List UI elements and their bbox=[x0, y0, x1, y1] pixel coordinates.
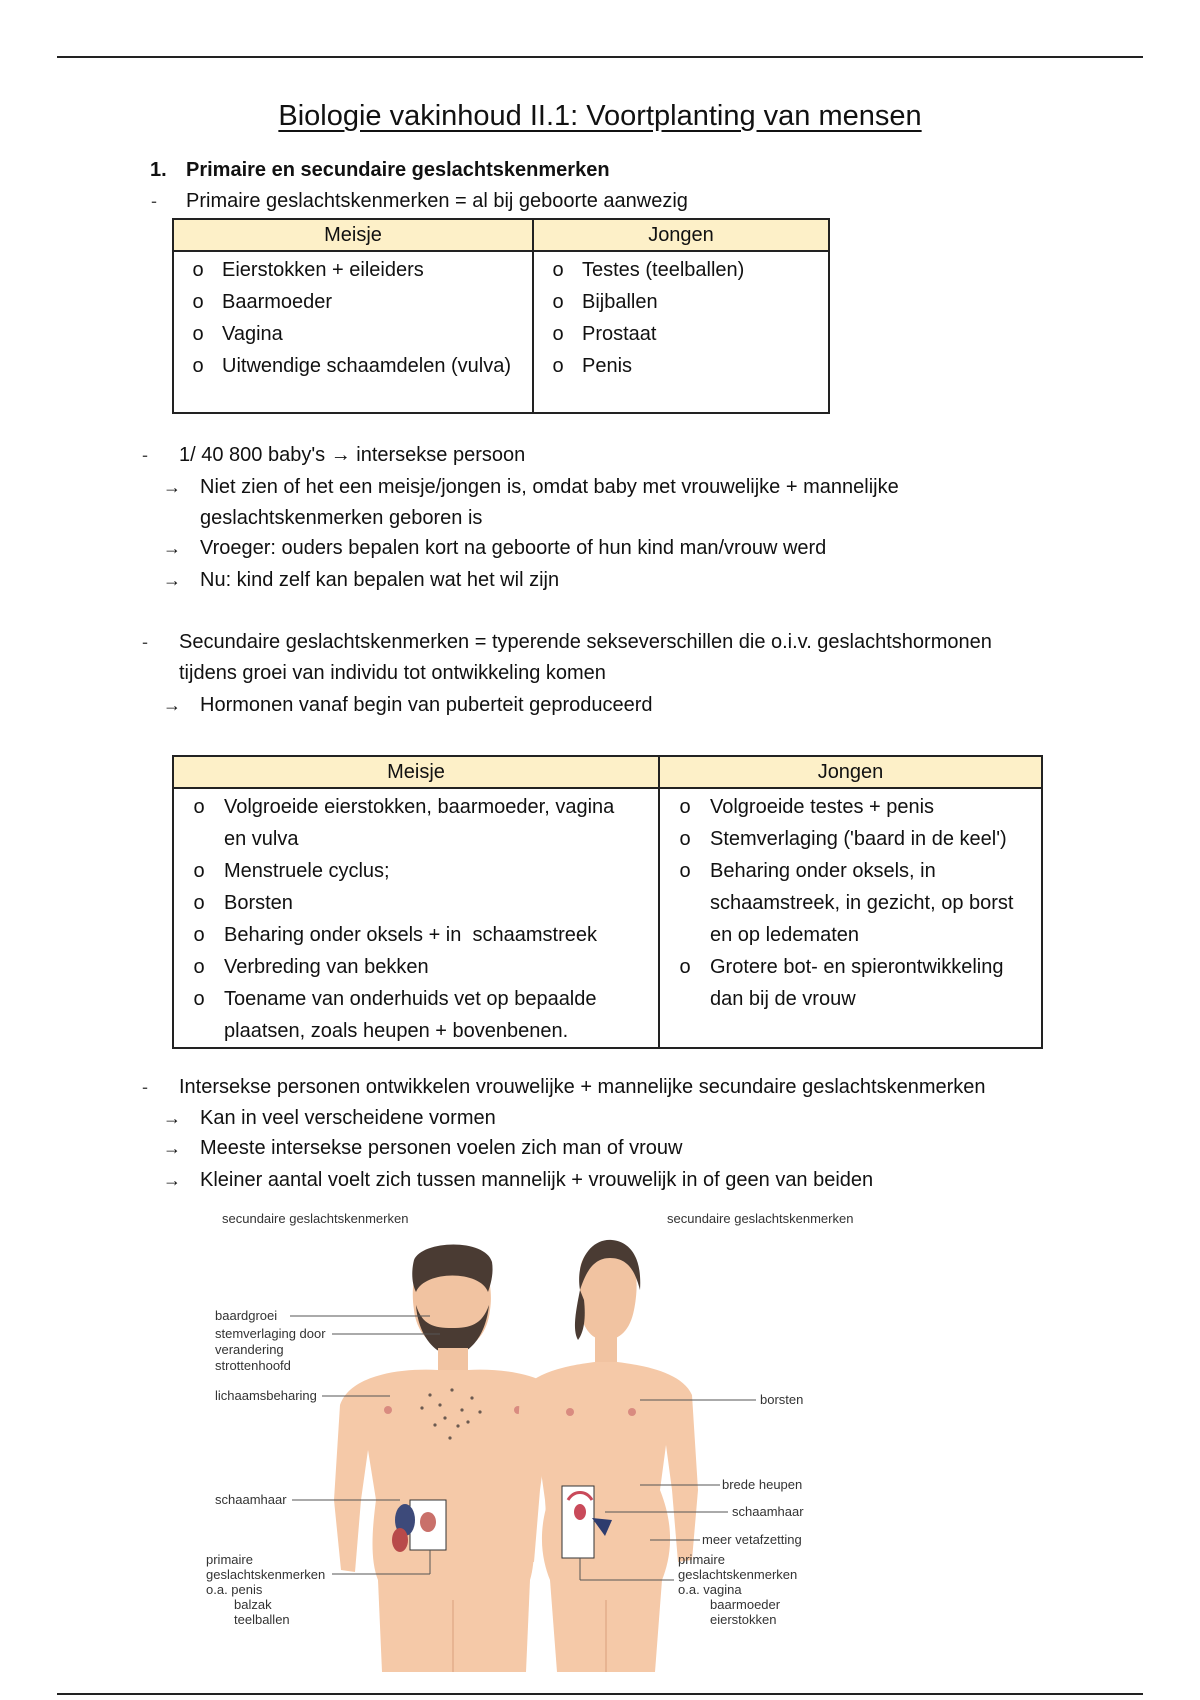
female-body-illustration bbox=[514, 1240, 698, 1672]
intersex-point: Niet zien of het een meisje/jongen is, omdat baby met vrouwelijke + mannelijke bbox=[200, 476, 899, 498]
list-item: o Volgroeide eierstokken, baarmoeder, vagina en vulva bbox=[193, 796, 615, 850]
list-item: o Verbreding van bekken bbox=[193, 956, 429, 978]
list-item: o Beharing onder oksels + in schaamstreek bbox=[193, 924, 597, 946]
female-label-primary: baarmoeder bbox=[710, 1597, 781, 1612]
page-title: Biologie vakinhoud II.1: Voortplanting van mensen bbox=[278, 100, 922, 132]
female-label-pubic: schaamhaar bbox=[732, 1504, 804, 1519]
list-item: o Bijballen bbox=[552, 291, 658, 313]
list-item: o Uitwendige schaamdelen (vulva) bbox=[192, 355, 512, 377]
male-label-beard: baardgroei bbox=[215, 1308, 278, 1323]
intersex-point: Vroeger: ouders bepalen kort na geboorte of hun kind man/vrouw werd bbox=[200, 537, 827, 559]
secondary-line: Secundaire geslachtskenmerken = typerende sekseverschillen die o.i.v. geslachtshormonen bbox=[179, 631, 992, 653]
table2-boy-cell bbox=[659, 788, 1042, 1048]
male-label-primary: primaire bbox=[206, 1552, 253, 1567]
list-item: o Prostaat bbox=[552, 323, 657, 345]
primary-intro: Primaire geslachtskenmerken = al bij geboorte aanwezig bbox=[186, 190, 688, 212]
male-label-pubic: schaamhaar bbox=[215, 1492, 287, 1507]
list-item: o Grotere bot- en spierontwikkeling dan bij de vrouw bbox=[679, 956, 1004, 1010]
list-item: o Menstruele cyclus; bbox=[193, 860, 390, 882]
intersex-secondary-point: Meeste intersekse personen voelen zich man of vrouw bbox=[200, 1137, 683, 1159]
list-item: o Stemverlaging ('baard in de keel') bbox=[679, 828, 1007, 850]
list-item: o Volgroeide testes + penis bbox=[679, 796, 935, 818]
arrow-icon: → bbox=[163, 1170, 181, 1190]
arrow-icon: → bbox=[163, 1138, 181, 1158]
arrow-icon: → bbox=[163, 477, 181, 497]
male-label-voice: verandering bbox=[215, 1342, 284, 1357]
female-label-hips: brede heupen bbox=[722, 1477, 803, 1492]
male-label-voice: strottenhoofd bbox=[215, 1358, 291, 1373]
list-item: o Beharing onder oksels, in schaamstreek, in gezicht, op borst en op ledematen bbox=[679, 860, 1014, 946]
list-item: o Borsten bbox=[193, 892, 293, 914]
list-item: o Penis bbox=[552, 355, 633, 377]
intersex-secondary-point: Kleiner aantal voelt zich tussen mannelijk + vrouwelijk in of geen van beiden bbox=[200, 1169, 874, 1191]
arrow-icon: → bbox=[163, 570, 181, 590]
intersex-point: Nu: kind zelf kan bepalen wat het wil zijn bbox=[200, 569, 560, 591]
bullet-dash: - bbox=[142, 445, 148, 465]
secondary-point: Hormonen vanaf begin van puberteit geproduceerd bbox=[200, 694, 653, 716]
female-label-primary: o.a. vagina bbox=[678, 1582, 742, 1597]
female-label-primary: primaire bbox=[678, 1552, 725, 1567]
arrow-icon: → bbox=[163, 1108, 181, 1128]
list-item: o Toename van onderhuids vet op bepaalde plaatsen, zoals heupen + bovenbenen. bbox=[193, 988, 597, 1042]
secondary-traits-figure bbox=[200, 1200, 980, 1672]
table2-header-girl: Meisje bbox=[173, 756, 659, 788]
intersex-point: geslachtskenmerken geboren is bbox=[200, 507, 483, 529]
arrow-icon: → bbox=[163, 695, 181, 715]
section-number: 1. bbox=[150, 159, 167, 181]
secondary-line: tijdens groei van individu tot ontwikkeling komen bbox=[179, 662, 606, 684]
list-item: o Testes (teelballen) bbox=[552, 259, 745, 281]
intersex-secondary-line: Intersekse personen ontwikkelen vrouwelijke + mannelijke secundaire geslachtskenmerken bbox=[179, 1076, 986, 1098]
male-label-primary: geslachtskenmerken bbox=[206, 1567, 326, 1582]
intersex-line: 1/ 40 800 baby's → intersekse persoon bbox=[179, 444, 526, 466]
arrow-icon: → bbox=[163, 538, 181, 558]
male-label-body-hair: lichaamsbeharing bbox=[215, 1388, 317, 1403]
table1-header-boy: Jongen bbox=[533, 219, 829, 251]
male-label-primary: teelballen bbox=[234, 1612, 290, 1627]
male-label-primary: o.a. penis bbox=[206, 1582, 263, 1597]
male-figure-title: secundaire geslachtskenmerken bbox=[222, 1211, 409, 1226]
bullet-dash: - bbox=[142, 632, 148, 652]
female-figure-title: secundaire geslachtskenmerken bbox=[667, 1211, 854, 1226]
bullet-dash: - bbox=[142, 1077, 148, 1097]
section-heading: Primaire en secundaire geslachtskenmerken bbox=[186, 159, 610, 181]
female-label-breasts: borsten bbox=[760, 1392, 804, 1407]
table2-header-boy: Jongen bbox=[659, 756, 1042, 788]
female-label-primary: eierstokken bbox=[710, 1612, 777, 1627]
male-label-voice: stemverlaging door bbox=[215, 1326, 326, 1341]
intersex-secondary-point: Kan in veel verscheidene vormen bbox=[200, 1107, 496, 1129]
list-item: o Eierstokken + eileiders bbox=[192, 259, 424, 281]
top-rule bbox=[57, 56, 1143, 58]
bottom-rule bbox=[57, 1693, 1143, 1695]
primary-traits-table bbox=[172, 218, 830, 414]
table1-girl-cell bbox=[173, 251, 533, 413]
female-label-primary: geslachtskenmerken bbox=[678, 1567, 798, 1582]
male-label-primary: balzak bbox=[234, 1597, 272, 1612]
list-item: o Vagina bbox=[192, 323, 283, 345]
table1-boy-cell bbox=[533, 251, 829, 413]
table1-header-girl: Meisje bbox=[173, 219, 533, 251]
list-item: o Baarmoeder bbox=[192, 291, 333, 313]
bullet-dash: - bbox=[151, 191, 157, 211]
secondary-traits-table bbox=[172, 755, 1043, 1049]
table2-girl-cell bbox=[173, 788, 659, 1048]
female-label-fat: meer vetafzetting bbox=[702, 1532, 802, 1547]
